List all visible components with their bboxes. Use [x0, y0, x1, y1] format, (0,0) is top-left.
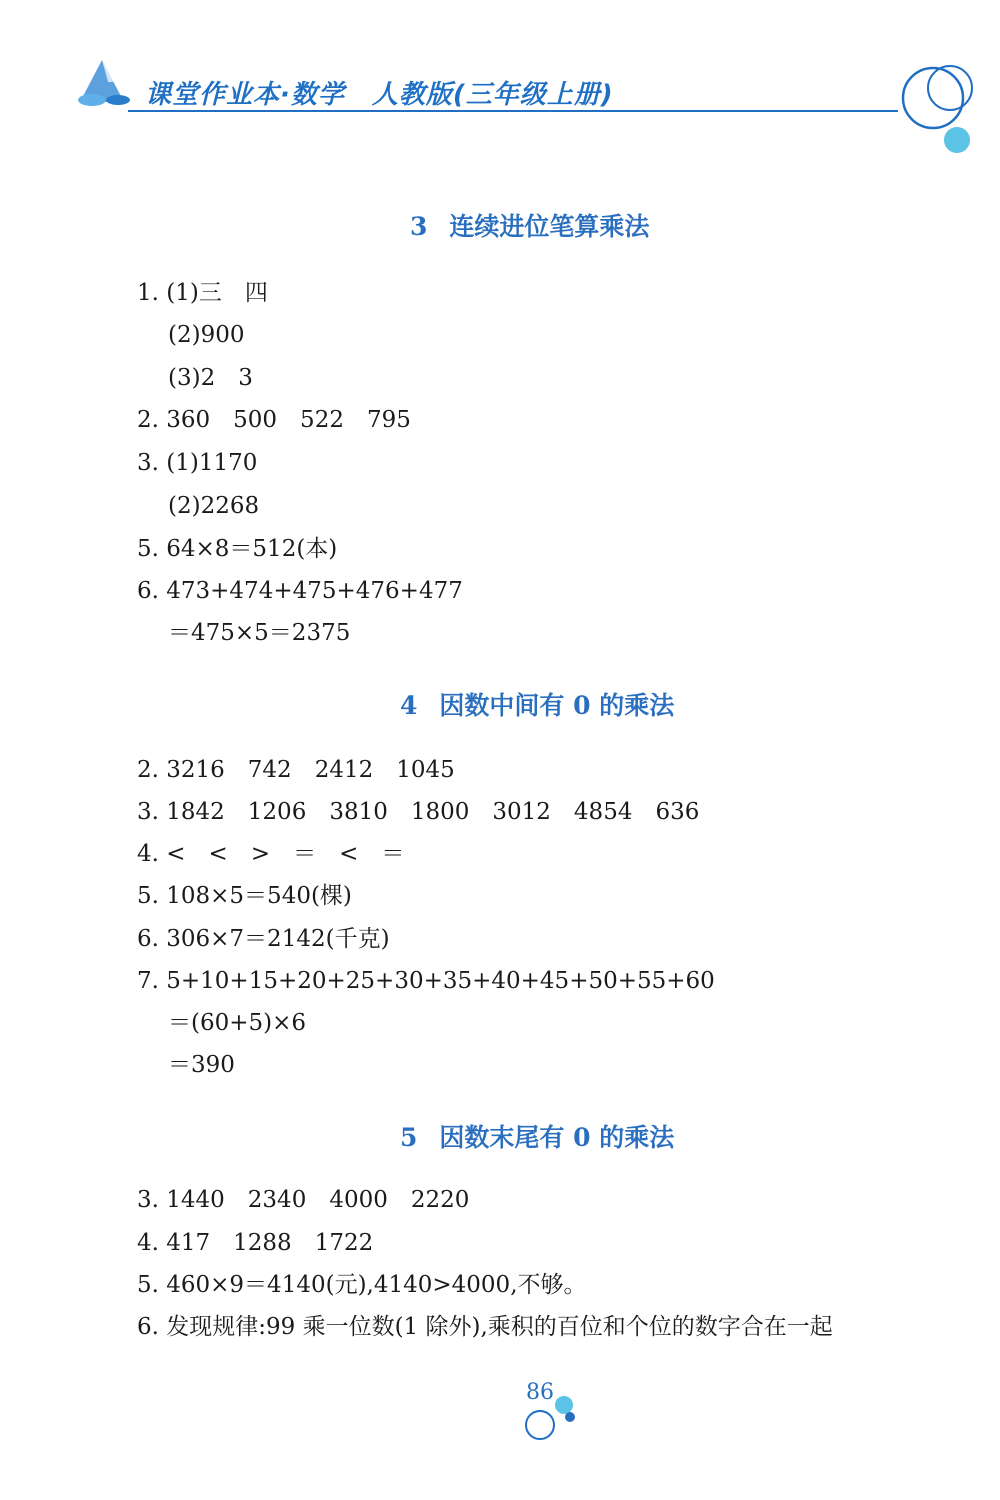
answer-line: ＝(60+5)×6: [168, 1010, 307, 1036]
section-number: 4: [400, 691, 418, 720]
answer-line: 3. (1)1170: [137, 450, 258, 476]
section-title-text: 因数末尾有 0 的乘法: [439, 1123, 675, 1152]
section-title: [0, 207, 1000, 243]
section-title: [0, 686, 1000, 722]
answer-line: 6. 473+474+475+476+477: [137, 578, 463, 604]
answer-line: ＝390: [168, 1052, 235, 1078]
page-number: 86: [526, 1380, 554, 1405]
section-number: 3: [410, 212, 428, 241]
page-number-circles-icon: [518, 1385, 588, 1445]
answer-line: 4. < < > ＝ < ＝: [137, 841, 405, 867]
answer-line: 2. 360 500 522 795: [137, 407, 411, 433]
answer-line: ＝475×5＝2375: [168, 620, 351, 646]
section-title-text: 连续进位笔算乘法: [449, 212, 650, 241]
answer-line: (2)900: [168, 322, 245, 348]
answer-line: (3)2 3: [168, 365, 253, 391]
answer-line: 5. 108×5＝540(棵): [137, 883, 352, 909]
answer-line: 3. 1440 2340 4000 2220: [137, 1187, 470, 1213]
answer-line: 7. 5+10+15+20+25+30+35+40+45+50+55+60: [137, 968, 715, 994]
section-title: [0, 1118, 1000, 1154]
answer-line: 5. 460×9＝4140(元),4140>4000,不够。: [137, 1272, 587, 1298]
section-title-text: 因数中间有 0 的乘法: [439, 691, 675, 720]
answer-line: 6. 306×7＝2142(千克): [137, 926, 390, 952]
header-title: 课堂作业本·数学 人教版(三年级上册): [145, 80, 614, 110]
answer-line: 1. (1)三 四: [137, 280, 268, 306]
header-logo-icon: [72, 52, 142, 110]
answer-line: 3. 1842 1206 3810 1800 3012 4854 636: [137, 799, 700, 825]
section-number: 5: [400, 1123, 418, 1152]
answer-line: 5. 64×8＝512(本): [137, 536, 338, 562]
answer-line: 6. 发现规律:99 乘一位数(1 除外),乘积的百位和个位的数字合在一起: [137, 1314, 833, 1340]
header-rule: [128, 110, 898, 112]
answer-line: 2. 3216 742 2412 1045: [137, 757, 455, 783]
answer-line: (2)2268: [168, 493, 260, 519]
answer-line: 4. 417 1288 1722: [137, 1230, 374, 1256]
header-circles-icon: [895, 58, 980, 158]
